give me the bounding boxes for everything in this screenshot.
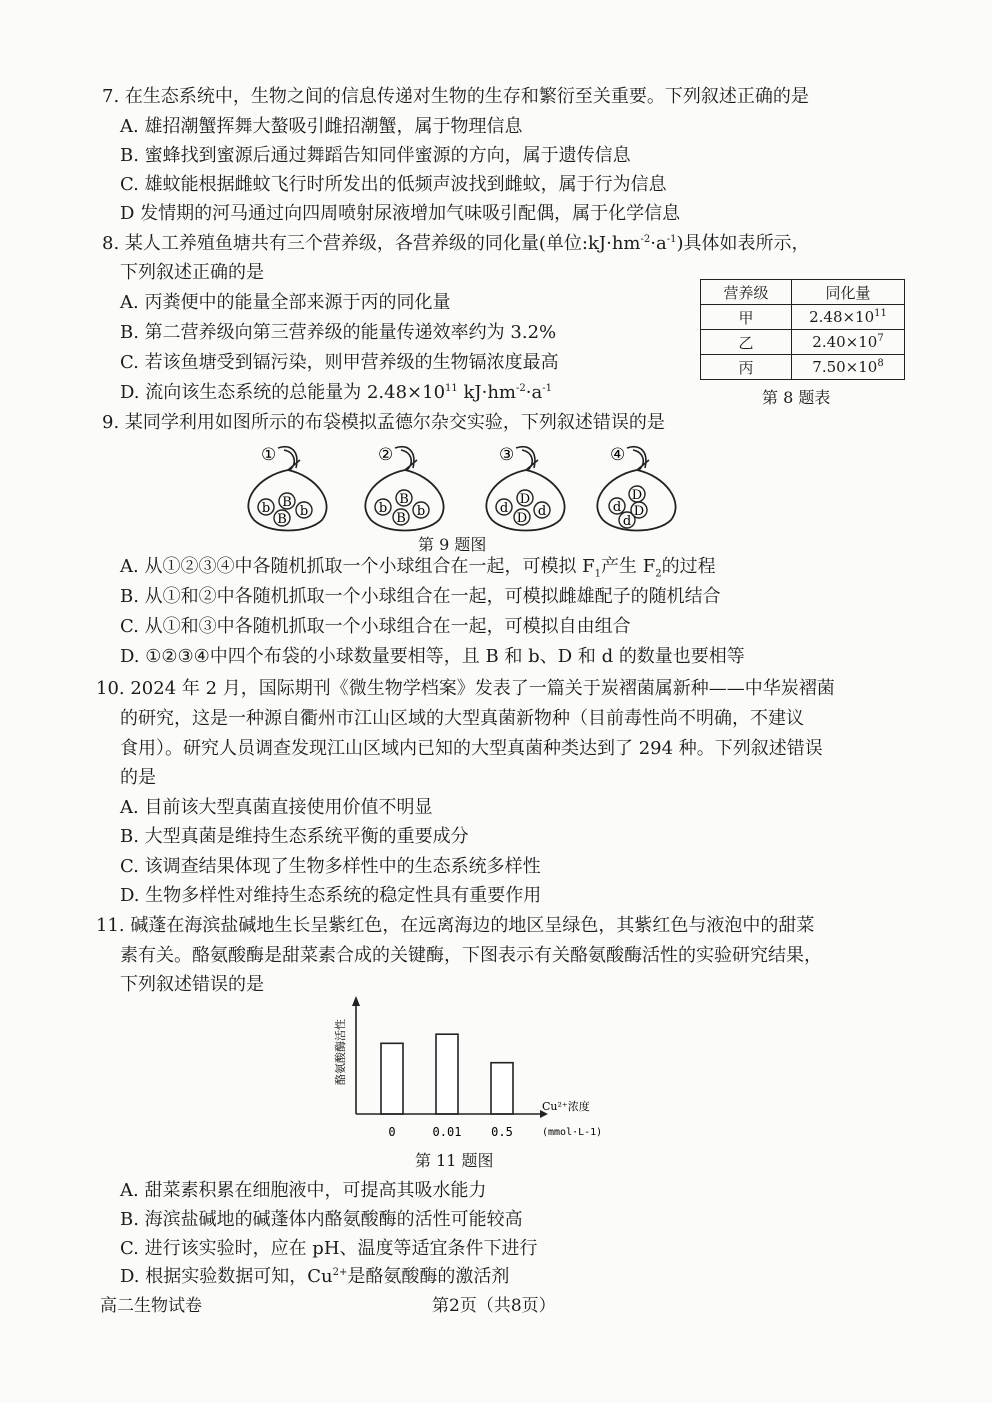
q10-option-c: C. 该调查结果体现了生物多样性中的生态系统多样性 <box>120 856 541 877</box>
q9-option-c: C. 从①和③中各随机抓取一个小球组合在一起，可模拟自由组合 <box>120 616 631 637</box>
q9-option-b: B. 从①和②中各随机抓取一个小球组合在一起，可模拟雌雄配子的随机结合 <box>120 586 721 607</box>
q11-chart <box>330 990 640 1140</box>
ball-label: d <box>612 500 622 515</box>
q8-table <box>700 279 905 380</box>
bag-1 <box>238 440 338 535</box>
ball-label: B <box>277 512 287 527</box>
table-cell: $2.40\times 10^7$ <box>792 330 905 355</box>
q9-option-d: D. ①②③④中四个布袋的小球数量要相等，且 B 和 b、D 和 d 的数量也要相等 <box>120 646 745 667</box>
q11-stem-line1: 11. 碱蓬在海滨盐碱地生长呈紫红色，在远离海边的地区呈绿色，其紫红色与液泡中的甜菜 <box>96 915 815 936</box>
ball-label: D <box>516 511 528 526</box>
q11-option-a: A. 甜菜素积累在细胞液中，可提高其吸水能力 <box>120 1180 487 1201</box>
q10-stem-line4: 的是 <box>120 767 156 788</box>
q7-option-b: B. 蜜蜂找到蜜源后通过舞蹈告知同伴蜜源的方向，属于遗传信息 <box>120 145 631 166</box>
table-header: 营养级 <box>701 280 792 305</box>
bag-number: ③ <box>499 445 515 465</box>
q7-option-d: D 发情期的河马通过向四周喷射尿液增加气味吸引配偶，属于化学信息 <box>120 203 681 224</box>
ball-label: D <box>631 488 643 503</box>
ball-label: D <box>633 504 645 519</box>
q8-table-caption: 第 8 题表 <box>762 388 831 407</box>
table-header: 同化量 <box>792 280 905 305</box>
q10-option-d: D. 生物多样性对维持生态系统的稳定性具有重要作用 <box>120 885 542 906</box>
bar-0.01 <box>436 1034 458 1114</box>
q8-option-a: A. 丙粪便中的能量全部来源于丙的同化量 <box>120 292 451 313</box>
ball-label: d <box>622 514 632 529</box>
q11-figure-caption: 第 11 题图 <box>415 1151 494 1170</box>
ball-label: b <box>261 501 271 516</box>
bag-number: ② <box>378 445 394 465</box>
q8-option-c: C. 若该鱼塘受到镉污染，则甲营养级的生物镉浓度最高 <box>120 352 559 373</box>
bag-2 <box>355 440 455 535</box>
q10-stem-line3: 食用）。研究人员调查发现江山区域内已知的大型真菌种类达到了 294 种。下列叙述错误 <box>120 738 823 759</box>
q9-stem: 9. 某同学利用如图所示的布袋模拟孟德尔杂交实验，下列叙述错误的是 <box>102 412 665 433</box>
bar-0 <box>381 1043 403 1114</box>
q11-option-d: D. 根据实验数据可知，$Cu^{2+}$是酪氨酸酶的激活剂 <box>120 1266 510 1287</box>
table-cell: 甲 <box>701 305 792 330</box>
bag-4 <box>587 440 687 535</box>
x-axis-label: Cu²⁺浓度 <box>542 1100 590 1113</box>
q8-stem: 8. 某人工养殖鱼塘共有三个营养级，各营养级的同化量(单位$:kJ\cdot hm^{-2}\cdot a^{-1}$)具体如表所示， <box>102 233 810 254</box>
ball-label: b <box>416 504 426 519</box>
ball-label: b <box>378 501 388 516</box>
q8-option-d: D. 流向该生态系统的总能量为 $2.48\times 10^{11}$ $kJ\cdot hm^{-2}\cdot a^{-1}$ <box>120 382 552 403</box>
q11-option-b: B. 海滨盐碱地的碱蓬体内酪氨酸酶的活性可能较高 <box>120 1209 523 1230</box>
q11-option-c: C. 进行该实验时，应在 pH、温度等适宜条件下进行 <box>120 1238 538 1259</box>
q9-figure-caption: 第 9 题图 <box>418 535 487 554</box>
table-row <box>701 330 905 355</box>
q8-option-b: B. 第二营养级向第三营养级的能量传递效率约为 3.2% <box>120 322 557 343</box>
q7-stem: 7. 在生态系统中，生物之间的信息传递对生物的生存和繁衍至关重要。下列叙述正确的是 <box>102 86 809 107</box>
q10-option-a: A. 目前该大型真菌直接使用价值不明显 <box>120 797 433 818</box>
q10-stem-line2: 的研究，这是一种源自衢州市江山区域的大型真菌新物种（目前毒性尚不明确，不建议 <box>120 708 804 729</box>
bag-number: ④ <box>610 445 626 465</box>
ball-label: B <box>396 511 406 526</box>
bag-3 <box>476 440 576 535</box>
y-axis-arrow <box>352 996 360 1006</box>
x-tick-label: 0 <box>388 1125 396 1139</box>
table-cell: $7.50\times 10^8$ <box>792 355 905 380</box>
q10-stem-line1: 10. 2024 年 2 月，国际期刊《微生物学档案》发表了一篇关于炭褶菌属新种——中华炭褶菌 <box>96 678 835 699</box>
x-tick-label: 0.5 <box>491 1125 513 1139</box>
bar-0.5 <box>491 1063 513 1114</box>
q11-stem-line3: 下列叙述错误的是 <box>120 974 264 995</box>
table-cell: 乙 <box>701 330 792 355</box>
ball-label: d <box>537 504 547 519</box>
q10-option-b: B. 大型真菌是维持生态系统平衡的重要成分 <box>120 826 469 847</box>
table-row <box>701 305 905 330</box>
ball-label: d <box>499 501 509 516</box>
table-row <box>701 355 905 380</box>
ball-label: B <box>282 495 292 510</box>
ball-label: D <box>519 492 531 507</box>
q7-option-a: A. 雄招潮蟹挥舞大螯吸引雌招潮蟹，属于物理信息 <box>120 116 523 137</box>
table-header-row <box>701 280 905 305</box>
q8-stem-cont: 下列叙述正确的是 <box>120 262 264 283</box>
x-axis-unit: (mmol·L-1) <box>542 1127 603 1138</box>
x-tick-label: 0.01 <box>432 1125 462 1139</box>
ball-label: b <box>299 504 309 519</box>
footer-subject: 高二生物试卷 <box>100 1296 202 1316</box>
q11-stem-line2: 素有关。酪氨酸酶是甜菜素合成的关键酶，下图表示有关酪氨酸酶活性的实验研究结果， <box>120 945 822 966</box>
table-cell: 丙 <box>701 355 792 380</box>
footer-page-number: 第2页（共8页） <box>432 1296 556 1316</box>
q7-option-c: C. 雄蚊能根据雌蚊飞行时所发出的低频声波找到雌蚊，属于行为信息 <box>120 174 667 195</box>
q9-option-a: A. 从①②③④中各随机抓取一个小球组合在一起，可模拟 $F_1$产生 $F_2$的过程 <box>120 556 716 580</box>
y-axis-label: 酪氨酸酶活性 <box>334 1019 347 1085</box>
bag-number: ① <box>261 445 277 465</box>
table-cell: $2.48\times 10^{11}$ <box>792 305 905 330</box>
ball-label: B <box>399 492 409 507</box>
